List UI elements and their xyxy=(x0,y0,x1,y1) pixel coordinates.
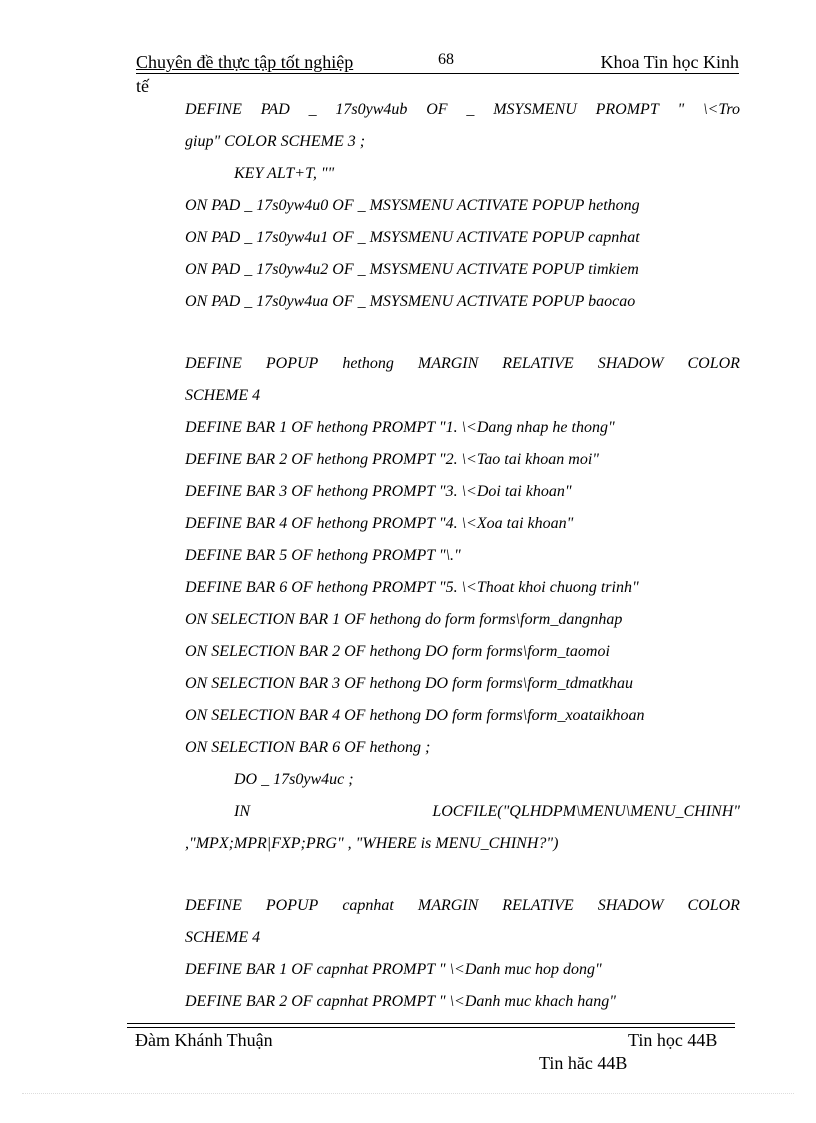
code-line: ON SELECTION BAR 6 OF hethong ; xyxy=(185,739,431,756)
page-header xyxy=(136,51,739,96)
code-line: DO _ 17s0yw4uc ; xyxy=(234,771,354,788)
footer-class-duplicate: Tin hăc 44B xyxy=(539,1053,628,1073)
header-title: Chuyên đề thực tập tốt nghiệp xyxy=(136,52,354,72)
code-token: MSYSMENU xyxy=(493,101,577,118)
page-edge xyxy=(22,1093,794,1094)
code-line: DEFINE BAR 3 OF hethong PROMPT "3. \<Doi tai khoan" xyxy=(185,483,572,500)
header-department-wrap: tế xyxy=(136,76,149,96)
code-line: SCHEME 4 xyxy=(185,387,261,404)
code-line: DEFINE BAR 2 OF hethong PROMPT "2. \<Tao tai khoan moi" xyxy=(185,451,599,468)
code-token: RELATIVE xyxy=(502,355,574,372)
header-department: Khoa Tin học Kinh xyxy=(600,52,739,72)
code-token: DEFINE xyxy=(185,897,242,914)
code-line: ,"MPX;MPR|FXP;PRG" , "WHERE is MENU_CHINH?") xyxy=(185,835,559,852)
code-line xyxy=(185,890,740,922)
code-token: DEFINE xyxy=(185,355,242,372)
blank-line xyxy=(185,318,740,348)
code-line: ON PAD _ 17s0yw4u1 OF _ MSYSMENU ACTIVATE POPUP capnhat xyxy=(185,229,640,246)
code-token: SHADOW xyxy=(597,355,664,372)
code-line: ON PAD _ 17s0yw4ua OF _ MSYSMENU ACTIVATE POPUP baocao xyxy=(185,293,636,310)
code-token: COLOR xyxy=(687,897,740,914)
code-token: COLOR xyxy=(687,355,740,372)
code-line: giup" COLOR SCHEME 3 ; xyxy=(185,133,366,150)
code-line: KEY ALT+T, "" xyxy=(234,165,335,182)
code-line xyxy=(185,796,740,828)
code-line: DEFINE BAR 6 OF hethong PROMPT "5. \<Thoat khoi chuong trinh" xyxy=(185,579,639,596)
code-token: POPUP xyxy=(265,355,319,372)
code-token: capnhat xyxy=(342,897,394,914)
code-line: ON PAD _ 17s0yw4u2 OF _ MSYSMENU ACTIVATE POPUP timkiem xyxy=(185,261,639,278)
code-token: \<Tro xyxy=(703,101,740,118)
code-line: ON SELECTION BAR 1 OF hethong do form forms\form_dangnhap xyxy=(185,611,623,628)
code-line: DEFINE BAR 4 OF hethong PROMPT "4. \<Xoa tai khoan" xyxy=(185,515,574,532)
code-line: DEFINE BAR 1 OF capnhat PROMPT " \<Danh muc hop dong" xyxy=(185,961,602,978)
code-token: PAD xyxy=(260,101,290,118)
footer-author: Đàm Khánh Thuận xyxy=(135,1030,273,1050)
code-line: DEFINE BAR 1 OF hethong PROMPT "1. \<Dang nhap he thong" xyxy=(185,419,615,436)
code-line: SCHEME 4 xyxy=(185,929,261,946)
footer-divider-double xyxy=(127,1027,735,1028)
code-line: DEFINE BAR 5 OF hethong PROMPT "\." xyxy=(185,547,461,564)
page-number: 68 xyxy=(438,51,454,68)
code-line: ON SELECTION BAR 2 OF hethong DO form forms\form_taomoi xyxy=(185,643,610,660)
code-token: " xyxy=(677,101,685,118)
code-token: MARGIN xyxy=(417,355,479,372)
code-line: ON SELECTION BAR 3 OF hethong DO form forms\form_tdmatkhau xyxy=(185,675,633,692)
blank-line xyxy=(185,860,740,890)
code-token: PROMPT xyxy=(595,101,659,118)
code-token: hethong xyxy=(342,355,394,372)
code-token: DEFINE xyxy=(185,101,242,118)
code-token: _ xyxy=(308,101,317,118)
code-line: ON PAD _ 17s0yw4u0 OF _ MSYSMENU ACTIVATE POPUP hethong xyxy=(185,197,640,214)
code-token: RELATIVE xyxy=(502,897,574,914)
code-listing xyxy=(185,94,740,1018)
code-token: SHADOW xyxy=(597,897,664,914)
header-line xyxy=(136,51,739,74)
code-token: _ xyxy=(466,101,475,118)
code-token: POPUP xyxy=(265,897,319,914)
code-token: OF xyxy=(426,101,448,118)
code-line xyxy=(185,94,740,126)
code-line: DEFINE BAR 2 OF capnhat PROMPT " \<Danh muc khach hang" xyxy=(185,993,616,1010)
code-token: IN xyxy=(234,803,250,820)
code-line: ON SELECTION BAR 4 OF hethong DO form forms\form_xoataikhoan xyxy=(185,707,645,724)
footer-class: Tin học 44B xyxy=(628,1030,718,1050)
code-token: LOCFILE("QLHDPM\MENU\MENU_CHINH" xyxy=(432,803,740,820)
code-line xyxy=(185,348,740,380)
code-token: MARGIN xyxy=(417,897,479,914)
footer-divider xyxy=(127,1023,735,1024)
code-token: 17s0yw4ub xyxy=(335,101,408,118)
